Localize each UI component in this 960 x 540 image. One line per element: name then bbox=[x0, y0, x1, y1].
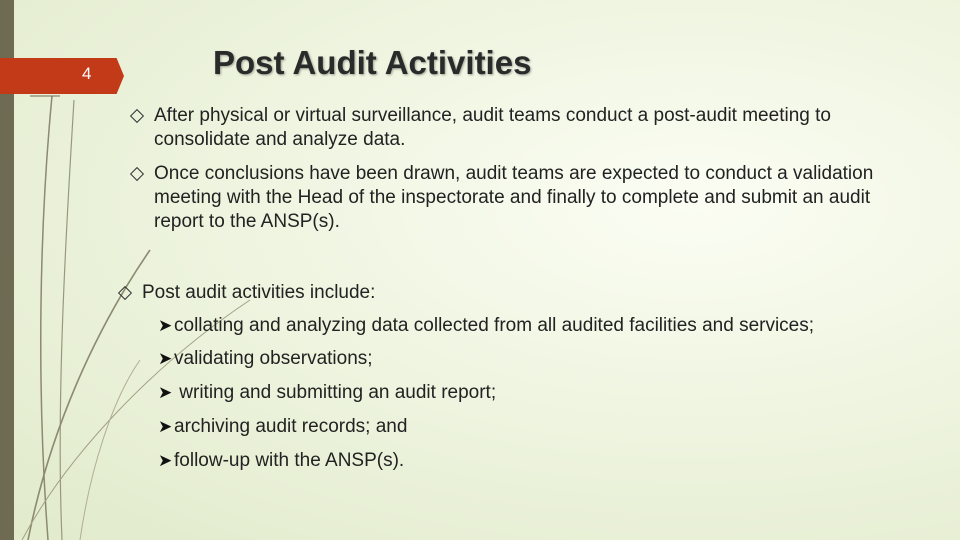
slide-title: Post Audit Activities bbox=[213, 44, 532, 81]
activity-item-1: collating and analyzing data collected from all audited facilities and services; bbox=[174, 315, 815, 336]
arrowhead-bullet-icon: ➤ bbox=[158, 451, 173, 470]
activities-heading: Post audit activities include: bbox=[142, 282, 376, 303]
activity-item-4: archiving audit records; and bbox=[174, 416, 408, 437]
arrowhead-bullet-icon: ➤ bbox=[158, 316, 173, 335]
arrowhead-bullet-icon: ➤ bbox=[158, 349, 173, 368]
diamond-bullet-icon bbox=[130, 109, 144, 123]
bullet-text-2: Once conclusions have been drawn, audit teams are expected to conduct a validation meeting with the Head of the inspectorate and finally to complete and submit an audit report to the ANSP(s). bbox=[154, 163, 874, 232]
slide-number: 4 bbox=[82, 64, 92, 83]
bullet-text-1: After physical or virtual surveillance, audit teams conduct a post-audit meeting to consolidate and analyze data. bbox=[154, 105, 831, 150]
arrowhead-bullet-icon: ➤ bbox=[158, 383, 173, 402]
activity-item-5: follow-up with the ANSP(s). bbox=[174, 450, 405, 471]
slide-number-tab bbox=[0, 58, 124, 94]
diamond-bullet-icon bbox=[118, 286, 132, 300]
arrowhead-bullet-icon: ➤ bbox=[158, 417, 173, 436]
activity-item-3: writing and submitting an audit report; bbox=[174, 382, 497, 403]
activity-item-2: validating observations; bbox=[174, 348, 373, 369]
diamond-bullet-icon bbox=[130, 167, 144, 181]
